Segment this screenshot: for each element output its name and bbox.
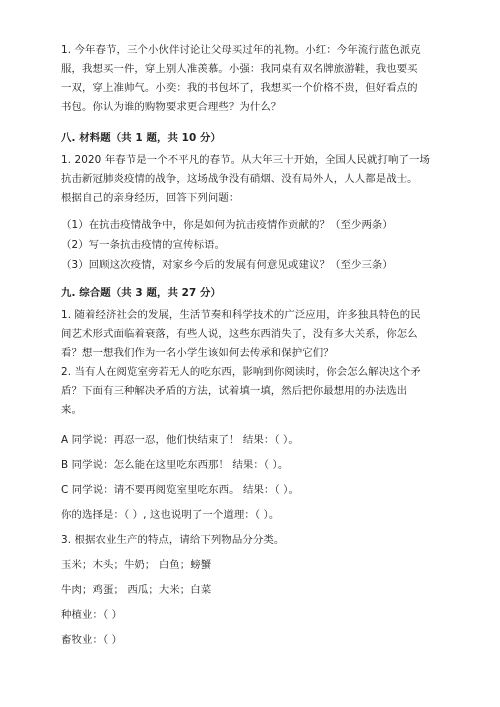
material-intro-line: 1. 2020 年春节是一个不平凡的春节。从大年三十开始，全国人民就打响了一场 (61, 154, 430, 166)
option-b-line: B 同学说：怎么能在这里吃东西那！ 结果：（ ）。 (61, 459, 289, 471)
comprehensive-q1-line: 看？想一想我们作为一名小学生该如何去传承和保护它们？ (61, 347, 334, 359)
material-subquestion-2: （2）写一条抗击疫情的宣传标语。 (61, 239, 226, 251)
q1-text-line: 服，我想买一件，穿上别人准羡慕。小强：我同桌有双名牌旅游鞋，我也要买 (61, 63, 418, 75)
comprehensive-q1-line: 1. 随着经济社会的发展，生活节奏和科学技术的广泛应用，许多独具特色的民 (61, 309, 421, 321)
section-heading-comprehensive: 九. 综合题（共 3 题，共 27 分） (61, 287, 222, 299)
material-subquestion-1: （1）在抗击疫情战争中，你是如何为抗击疫情作贡献的？（至少两条） (61, 219, 393, 231)
comprehensive-q3-line: 3. 根据农业生产的特点，请给下列物品分分类。 (61, 534, 285, 546)
comprehensive-q1-line: 间艺术形式面临着衰落，有些人说，这些东西消失了，没有多大关系，你怎么 (61, 328, 418, 340)
q1-text-line: 书包。你认为谁的购物要求更合理些？为什么？ (61, 101, 282, 113)
option-a-line: A 同学说：再忍一忍，他们快结束了！ 结果：（ ）。 (61, 434, 299, 446)
items-row-1: 玉米；木头；牛奶； 白鱼；螃蟹 (61, 559, 212, 571)
section-heading-material: 八. 材料题（共 1 题，共 10 分） (61, 132, 222, 144)
category-planting: 种植业：（ ） (61, 609, 123, 621)
material-intro-line: 抗击新冠肺炎疫情的战争，这场战争没有硝烟、没有局外人，人人都是战士。 (61, 173, 418, 185)
q1-text-line: 一双，穿上准帅气。小奕：我的书包坏了，我想买一个价格不贵，但好看点的 (61, 82, 418, 94)
comprehensive-q2-line: 盾？下面有三种解决矛盾的方法，试着填一填，然后把你最想用的办法选出 (61, 385, 408, 397)
comprehensive-q2-line: 2. 当有人在阅览室旁若无人的吃东西，影响到你阅读时，你会怎么解决这个矛 (61, 366, 421, 378)
choice-line: 你的选择是：（ ）, 这也说明了一个道理：（ ）。 (61, 509, 280, 521)
items-row-2: 牛肉；鸡蛋； 西瓜；大米；白菜 (61, 584, 212, 596)
material-subquestion-3: （3）回顾这次疫情，对家乡今后的发展有何意见或建议？（至少三条） (61, 259, 393, 271)
material-intro-line: 根据自己的亲身经历，回答下列问题： (61, 192, 240, 204)
q1-text-line: 1. 今年春节，三个小伙伴讨论让父母买过年的礼物。小红：今年流行蓝色派克 (61, 44, 421, 56)
category-animal: 畜牧业：（ ） (61, 634, 123, 646)
comprehensive-q2-line: 来。 (61, 404, 82, 416)
option-c-line: C 同学说：请不要再阅览室里吃东西。 结果：（ ）。 (61, 484, 299, 496)
